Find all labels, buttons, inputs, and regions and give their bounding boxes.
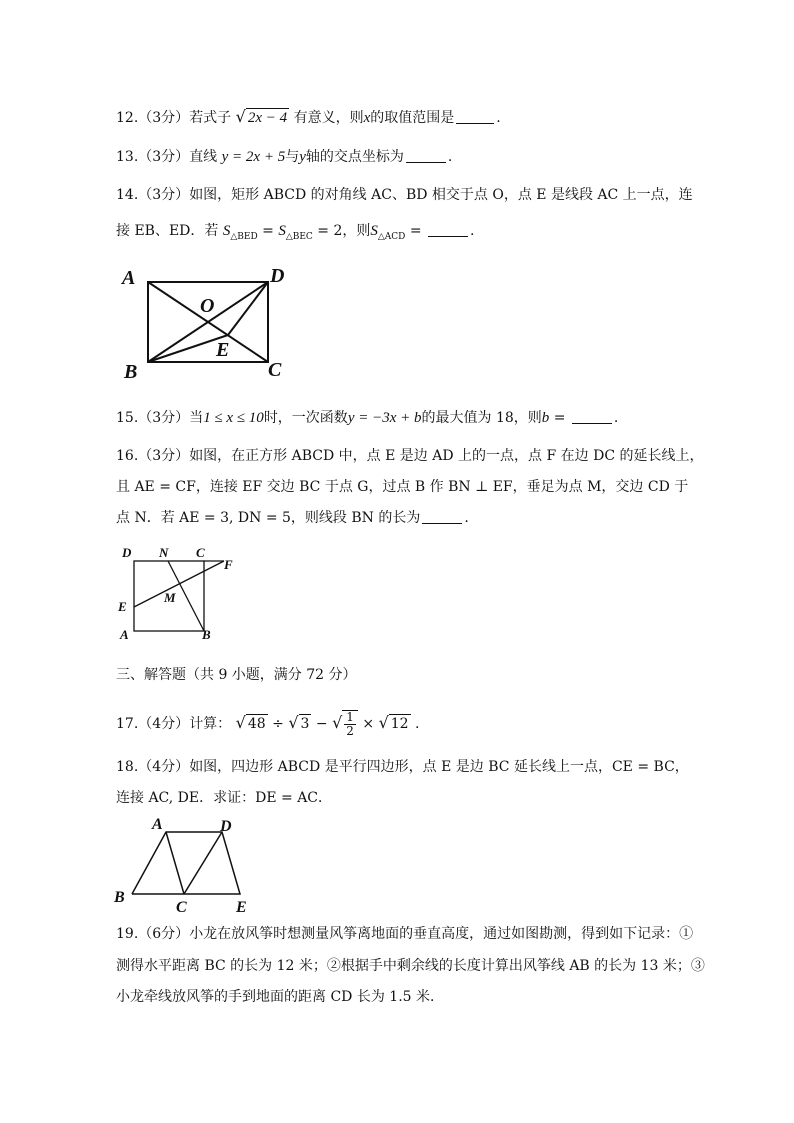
label-a: A	[152, 816, 163, 833]
equals: =	[549, 410, 570, 426]
question-number: 16.	[116, 448, 139, 464]
q15-text1: 当	[189, 410, 204, 426]
q13-equation: y = 2x + 5	[221, 149, 286, 165]
segment-cd	[184, 832, 222, 894]
label-e: E	[118, 599, 127, 614]
label-e: E	[236, 899, 247, 916]
radicand-48: 48	[247, 716, 266, 732]
q16-line1: 如图，在正方形 ABCD 中，点 E 是边 AD 上的一点，点 F 在边 DC 的延长线上，	[189, 448, 704, 464]
question-18-line2	[116, 789, 332, 807]
q17-end: .	[410, 716, 420, 732]
q16-square-figure	[116, 545, 246, 645]
question-score: （3分）	[138, 187, 190, 203]
area-symbol: S	[370, 223, 378, 239]
q12-text3: 的取值范围是	[370, 110, 455, 126]
q19-line2: 测得水平距离 BC 的长为 12 米；②根据手中剩余线的长度计算出风筝线 AB 的长为 13 米；③	[116, 958, 705, 974]
question-14-line2	[116, 222, 475, 246]
label-b: B	[124, 361, 138, 383]
q14-line2a: 接 EB、ED．若	[116, 223, 219, 239]
sqrt-symbol: √	[332, 713, 343, 732]
answer-blank[interactable]	[456, 109, 494, 124]
question-score: （4分）	[138, 759, 190, 775]
label-c: C	[176, 899, 187, 916]
segment-ac	[166, 832, 184, 894]
q13-end: .	[447, 149, 453, 165]
area-subscript: △BEC	[285, 231, 313, 242]
label-a: A	[120, 627, 129, 642]
q19-line1: 小龙在放风筝时想测量风筝离地面的垂直高度，通过如图勘测，得到如下记录：①	[189, 926, 694, 942]
q12-text1: 若式子	[189, 110, 232, 126]
question-13	[116, 148, 452, 166]
question-score: （6分）	[138, 926, 190, 942]
label-f: F	[224, 557, 233, 572]
q12-text2: 有意义，则	[293, 110, 364, 126]
question-number: 18.	[116, 759, 139, 775]
question-number: 15.	[116, 410, 139, 426]
label-d: D	[270, 265, 285, 287]
q14-end: .	[470, 223, 475, 239]
q15-var: b	[541, 410, 550, 426]
answer-blank[interactable]	[406, 148, 446, 163]
fraction-numerator: 1	[346, 710, 354, 724]
outline-abde	[132, 832, 240, 894]
question-score: （3分）	[138, 448, 190, 464]
area-subscript: △ACD	[377, 231, 406, 242]
q13-text2: 与	[285, 149, 300, 165]
q15-condition: 1 ≤ x ≤ 10	[203, 410, 264, 426]
question-number: 13.	[116, 149, 139, 165]
label-m: M	[164, 590, 176, 605]
question-14	[116, 186, 693, 204]
label-b: B	[114, 889, 125, 906]
q19-line3: 小龙牵线放风筝的手到地面的距离 CD 长为 1.5 米．	[116, 989, 445, 1005]
question-19	[116, 925, 693, 943]
question-16-line3	[116, 509, 469, 527]
q14-line1: 如图，矩形 ABCD 的对角线 AC、BD 相交于点 O，点 E 是线段 AC 上一点，连	[189, 187, 693, 203]
question-number: 19.	[116, 926, 139, 942]
question-16-line2	[116, 478, 688, 496]
q15-equation: y = −3x + b	[347, 410, 422, 426]
question-19-line2	[116, 957, 705, 975]
q13-text1: 直线	[189, 149, 218, 165]
question-number: 14.	[116, 187, 139, 203]
q12-end: .	[496, 110, 501, 126]
q16-line3: 点 N．若 AE = 3, DN = 5，则线段 BN 的长为	[116, 510, 421, 526]
q15-text3: 的最大值为 18，则	[421, 410, 542, 426]
label-d: D	[122, 545, 132, 560]
label-e: E	[216, 339, 230, 361]
question-17	[116, 710, 420, 738]
minus-op: −	[311, 716, 333, 732]
section-title	[116, 666, 357, 684]
sqrt-symbol: √	[235, 107, 246, 126]
q15-end: .	[613, 410, 619, 426]
label-d: D	[220, 818, 232, 835]
label-o: O	[200, 295, 215, 317]
question-18	[116, 758, 689, 776]
label-c: C	[268, 359, 282, 381]
area-symbol: S	[222, 223, 231, 239]
radicand: 2x − 4	[247, 110, 288, 126]
segment-ef	[134, 561, 224, 607]
question-score: （3分）	[138, 410, 190, 426]
label-n: N	[159, 545, 169, 560]
question-16	[116, 447, 704, 465]
label-b: B	[202, 627, 211, 642]
times-op: ×	[357, 716, 379, 732]
fraction-half	[342, 710, 358, 738]
q12-var: x	[363, 110, 371, 126]
answer-blank[interactable]	[572, 409, 612, 424]
equals: =	[257, 223, 279, 239]
q14-rectangle-figure	[118, 262, 298, 382]
question-15	[116, 409, 618, 427]
fraction-denominator: 2	[346, 724, 354, 738]
area-subscript: △BED	[230, 231, 258, 242]
section-3-heading: 三、解答题（共 9 小题，满分 72 分）	[116, 667, 357, 683]
label-a: A	[122, 267, 136, 289]
answer-blank[interactable]	[428, 222, 468, 237]
question-12	[116, 108, 501, 127]
q14-eq2: = 2，则	[312, 223, 371, 239]
question-score: （3分）	[138, 149, 190, 165]
equals: =	[405, 223, 427, 239]
q17-text1: 计算：	[189, 716, 232, 732]
q18-line2: 连接 AC, DE．求证：DE = AC．	[116, 790, 333, 806]
question-number: 12.	[116, 110, 139, 126]
question-score: （4分）	[138, 716, 190, 732]
answer-blank[interactable]	[422, 509, 462, 524]
radicand-12: 12	[390, 716, 409, 732]
q13-text3: 轴的交点坐标为	[305, 149, 404, 165]
divide-op: ÷	[267, 716, 289, 732]
q18-parallelogram-figure	[112, 812, 262, 918]
question-19-line3	[116, 988, 444, 1006]
q18-line1: 如图，四边形 ABCD 是平行四边形，点 E 是边 BC 延长线上一点，CE = BC，	[189, 759, 689, 775]
segment-ed	[228, 282, 268, 335]
label-c: C	[196, 545, 205, 560]
sqrt-symbol: √	[235, 713, 246, 732]
q16-line2: 且 AE = CF，连接 EF 交边 BC 于点 G，过点 B 作 BN ⊥ EF，垂足为点 M，交边 CD 于	[116, 479, 689, 495]
sqrt-symbol: √	[288, 713, 299, 732]
question-number: 17.	[116, 716, 139, 732]
q13-var: y	[299, 149, 306, 165]
area-symbol: S	[278, 223, 286, 239]
question-score: （3分）	[138, 110, 190, 126]
radicand-3: 3	[300, 716, 310, 732]
q15-text2: 时，一次函数	[263, 410, 348, 426]
q16-end: .	[464, 510, 469, 526]
sqrt-symbol: √	[378, 713, 389, 732]
